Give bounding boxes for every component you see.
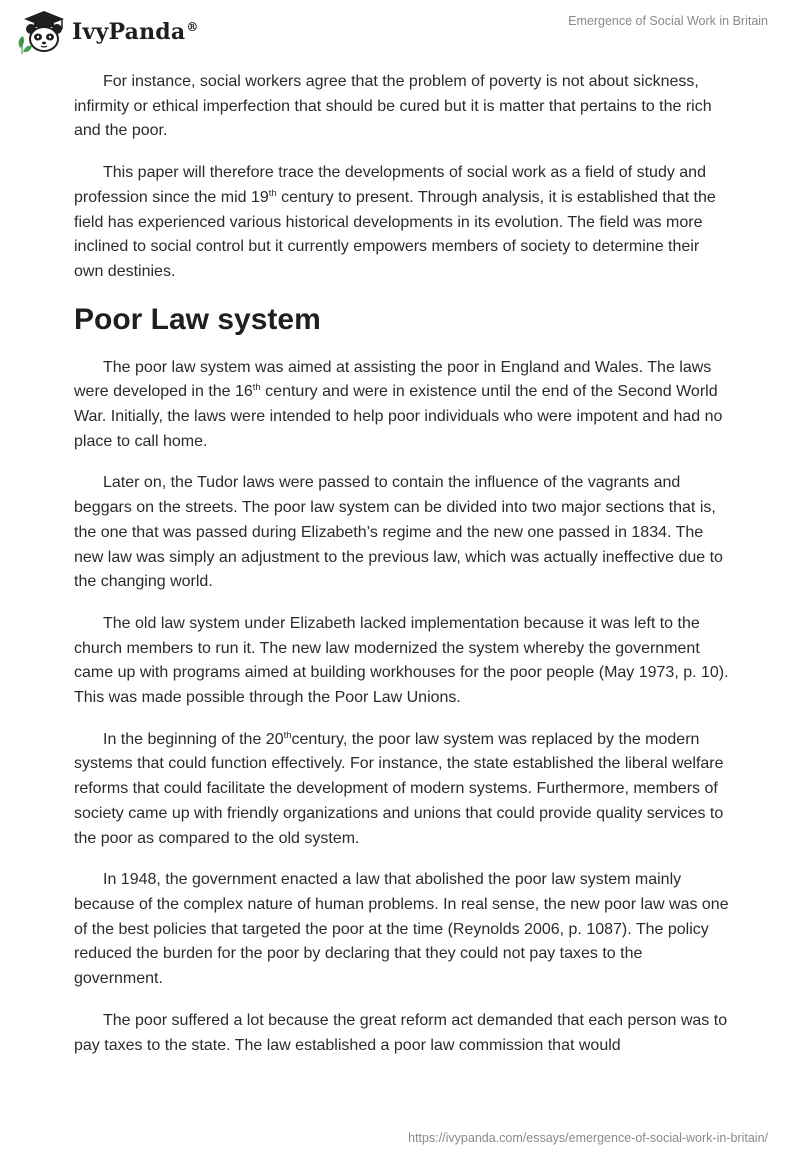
source-url: https://ivypanda.com/essays/emergence-of-social-work-in-britain/	[408, 1131, 768, 1145]
paragraph-text: The poor law system was aimed at assisting the poor in England and Wales. The laws were developed in the 16	[74, 358, 712, 401]
ordinal-superscript: th	[283, 729, 292, 741]
paragraph	[74, 471, 730, 595]
section-heading: Poor Law system	[74, 302, 321, 336]
paragraph-text: century and were in existence until the end of the Second World War. Initially, the laws were intended to help poor individuals who were impotent and had no place to call home.	[74, 383, 723, 450]
essay-body	[74, 70, 730, 1075]
paragraph-text: In the beginning of the 20	[103, 730, 284, 748]
paragraph	[74, 161, 730, 285]
intro-section	[74, 70, 730, 285]
ordinal-superscript: th	[252, 382, 261, 394]
paragraph	[74, 356, 730, 455]
running-title: Emergence of Social Work in Britain	[568, 14, 768, 28]
paragraph-text: For instance, social workers agree that the problem of poverty is not about sickness, infirmity or ethical imperfection that should be cured but it is matter that pertains to the rich and the poor.	[74, 73, 712, 140]
page-header	[0, 0, 800, 72]
paragraph-text: century to present. Through analysis, it is established that the field has experienced various historical developments in its evolution. The field was more inclined to social control but it currently empowers members of society to determine their own destinies.	[74, 188, 716, 280]
brand-name: IvyPanda®	[72, 19, 199, 45]
paragraph-text: This paper will therefore trace the developments of social work as a field of study and profession since the mid 19	[74, 164, 706, 206]
poor-law-section	[74, 356, 730, 1059]
paragraph-text: The poor suffered a lot because the great reform act demanded that each person was to pay taxes to the state. The law established a poor law commission that would	[74, 1011, 728, 1054]
registered-mark: ®	[186, 19, 199, 34]
paragraph	[74, 70, 730, 144]
ivypanda-logo[interactable]	[14, 8, 199, 56]
paragraph-text: In 1948, the government enacted a law that abolished the poor law system mainly because of the complex nature of human problems. In real sense, the new poor law was one of the best policies that targeted the poor at the time (Reynolds 2006, p. 1087). The policy reduced the burden for the poor by declaring that they could not pay taxes to the government.	[74, 871, 729, 988]
paragraph	[74, 1009, 730, 1058]
paragraph-text: The old law system under Elizabeth lacked implementation because it was left to the church members to run it. The new law modernized the system whereby the government came up with programs aimed at building workhouses for the poor people (May 1973, p. 10). This was made possible through the Poor Law Unions.	[74, 614, 729, 707]
paragraph-text: Later on, the Tudor laws were passed to contain the influence of the vagrants and beggars on the streets. The poor law system can be divided into two major sections that is, the one that was passed during Elizabeth’s regime and the new one passed in 1834. The new law was simply an adjustment to the previous law, which was actually ineffective due to the changing world.	[74, 474, 723, 591]
paragraph-text: century, the poor law system was replaced by the modern systems that could function effectively. For instance, the state established the liberal welfare reforms that could facilitate the development of modern systems. Furthermore, members of society came up with friendly organizations and unions that could provide quality services to the poor as compared to the old system.	[74, 730, 724, 847]
ordinal-superscript: th	[268, 187, 277, 199]
panda-graduate-icon	[14, 8, 70, 56]
paragraph	[74, 728, 730, 852]
paragraph	[74, 612, 730, 711]
paragraph	[74, 868, 730, 992]
